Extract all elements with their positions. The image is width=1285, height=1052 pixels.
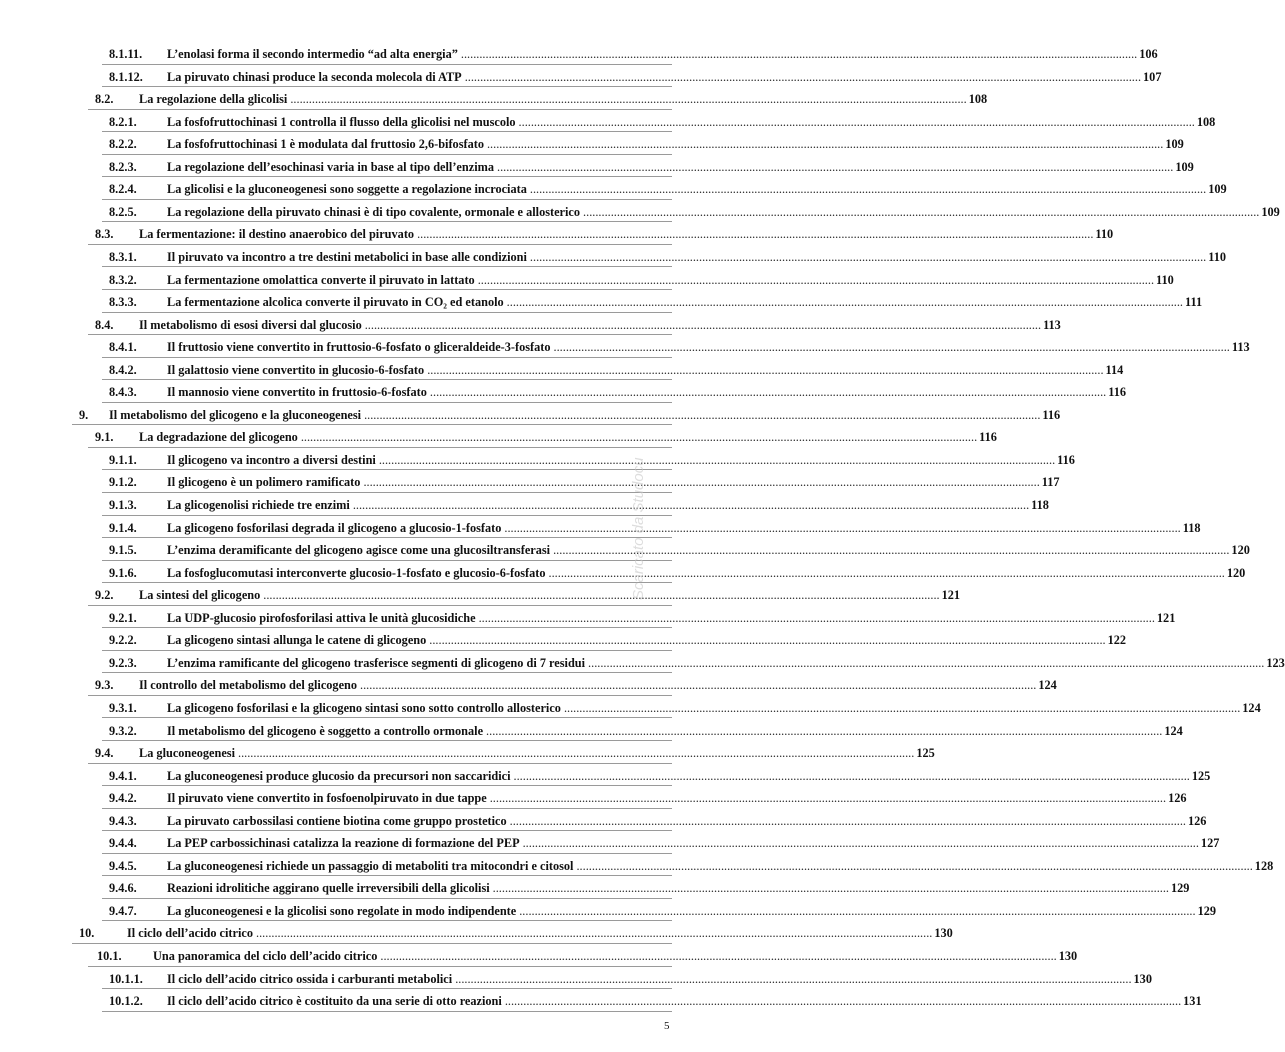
toc-entry-page: 116 [1042, 407, 1061, 422]
watermark: Scaricato da Studocu [630, 457, 647, 600]
toc-entry-title: La fosfofruttochinasi 1 è modulata dal fruttosio 2,6-bifosfato [167, 137, 484, 152]
toc-entry-title: La glicogeno sintasi allunga le catene di glicogeno [167, 633, 427, 648]
toc-entry[interactable] [109, 112, 1216, 132]
toc-entry[interactable] [109, 518, 1201, 538]
toc-entry-title: La degradazione del glicogeno [139, 430, 298, 445]
toc-entry[interactable] [95, 224, 1114, 244]
toc-entry-title: L’enzima ramificante del glicogeno trasferisce segmenti di glicogeno di 7 residui [167, 655, 586, 670]
toc-dot-leader: ............................................................................................................................................................................................................................ [522, 836, 1199, 851]
toc-entry-number: 10.1. [97, 949, 122, 963]
toc-entry[interactable] [109, 134, 1184, 154]
toc-dot-leader: ............................................................................................................................................................................................................................ [519, 903, 1196, 918]
toc-entry-page: 129 [1197, 903, 1217, 918]
toc-entry-page: 120 [1226, 565, 1246, 580]
toc-dot-leader: ............................................................................................................................................................................................................................ [478, 610, 1155, 625]
toc-entry-page: 117 [1041, 475, 1060, 490]
toc-dot-leader: ............................................................................................................................................................................................................................ [583, 204, 1260, 219]
toc-entry-page: 121 [1156, 610, 1176, 625]
toc-dot-leader: ............................................................................................................................................................................................................................ [263, 588, 940, 603]
toc-entry-title: L’enzima deramificante del glicogeno agisce come una glucosiltransferasi [167, 543, 551, 558]
toc-entry[interactable] [109, 608, 1176, 628]
toc-entry-number: 9.1.6. [109, 565, 137, 580]
toc-dot-leader: ............................................................................................................................................................................................................................ [364, 317, 1042, 332]
toc-entry-title: Il piruvato va incontro a tre destini metabolici in base alle condizioni [167, 249, 527, 264]
toc-entry[interactable] [109, 721, 1183, 741]
toc-entry-page: 130 [1133, 971, 1152, 986]
toc-entry-number: 10.1.1. [109, 971, 143, 986]
toc-entry-page: 108 [1196, 114, 1216, 129]
toc-row-underline [88, 605, 672, 606]
toc-row-underline [102, 199, 672, 200]
toc-row-underline [102, 469, 672, 470]
toc-entry-number: 9.1. [95, 430, 114, 445]
toc-entry-number: 9.3.1. [109, 700, 137, 715]
toc-row-underline [88, 966, 672, 967]
toc-entry[interactable] [109, 833, 1220, 853]
toc-row-underline [102, 853, 672, 854]
toc-entry-number: 9.1.2. [109, 475, 137, 490]
toc-dot-leader: ............................................................................................................................................................................................................................ [563, 700, 1241, 715]
toc-entry[interactable] [109, 292, 1203, 312]
toc-dot-leader: ............................................................................................................................................................................................................................ [455, 971, 1132, 986]
toc-entry[interactable] [109, 270, 1174, 290]
toc-row-underline [102, 154, 672, 155]
toc-entry-title: Il ciclo dell’acido citrico ossida i carburanti metabolici [167, 971, 453, 986]
toc-row-underline [102, 920, 672, 921]
toc-dot-leader: ............................................................................................................................................................................................................................ [429, 385, 1107, 400]
toc-entry-page: 124 [1242, 700, 1261, 715]
toc-dot-leader: ............................................................................................................................................................................................................................ [497, 159, 1174, 174]
toc-entry-title: Reazioni idrolitiche aggirano quelle irreversibili della glicolisi [167, 881, 490, 896]
toc-entry-number: 9.4.6. [109, 881, 137, 896]
toc-entry-page: 125 [1191, 768, 1211, 783]
toc-row-underline [72, 943, 672, 944]
toc-dot-leader: ............................................................................................................................................................................................................................ [529, 249, 1207, 264]
toc-entry-number: 8.2.1. [109, 114, 137, 129]
toc-dot-leader: ............................................................................................................................................................................................................................ [548, 565, 1225, 580]
toc-entry-title: Il glicogeno va incontro a diversi destini [167, 452, 376, 467]
toc-row-underline [102, 86, 672, 87]
toc-entry-page: 113 [1043, 317, 1061, 332]
toc-entry-title: Il ciclo dell’acido citrico [127, 926, 254, 941]
toc-row-underline [102, 312, 672, 313]
toc-entry-number: 8.3.1. [109, 249, 137, 264]
toc-entry-number: 9.4.4. [109, 836, 137, 851]
toc-entry-number: 8.2.4. [109, 182, 137, 197]
toc-entry[interactable] [95, 427, 997, 447]
toc-entry-number: 8.3. [95, 227, 114, 242]
toc-row-underline [102, 402, 672, 403]
toc-entry-title: La PEP carbossichinasi catalizza la reazione di formazione del PEP [167, 836, 520, 851]
toc-dot-leader: ............................................................................................................................................................................................................................ [378, 452, 1056, 467]
toc-entry-title: La glicolisi e la gluconeogenesi sono soggette a regolazione incrociata [167, 182, 527, 197]
toc-entry-title: Una panoramica del ciclo dell’acido citrico [153, 949, 378, 963]
toc-entry[interactable] [95, 89, 988, 109]
toc-entry-page: 109 [1175, 159, 1194, 174]
toc-entry[interactable] [97, 946, 1078, 966]
toc-entry-title: La regolazione della glicolisi [139, 92, 288, 107]
toc-row-underline [88, 244, 672, 245]
toc-entry-title: Il piruvato viene convertito in fosfoenolpiruvato in due tappe [167, 791, 487, 806]
toc-dot-leader: ............................................................................................................................................................................................................................ [238, 746, 915, 761]
toc-row-underline [102, 221, 672, 222]
toc-row-underline [102, 289, 672, 290]
toc-entry-page: 118 [1031, 498, 1049, 512]
toc-entry-page: 109 [1165, 137, 1184, 152]
toc-entry-title: La fermentazione: il destino anaerobico del piruvato [139, 227, 415, 242]
toc-dot-leader: ............................................................................................................................................................................................................................ [380, 949, 1057, 963]
toc-entry-page: 124 [1164, 723, 1183, 738]
toc-entry[interactable] [109, 450, 1075, 470]
toc-entry-page: 120 [1231, 543, 1250, 558]
toc-entry[interactable] [109, 563, 1246, 583]
toc-dot-leader: ............................................................................................................................................................................................................................ [417, 227, 1094, 242]
toc-entry-number: 9.2.3. [109, 655, 137, 670]
toc-entry-page: 116 [1108, 385, 1127, 400]
toc-dot-leader: ............................................................................................................................................................................................................................ [504, 520, 1181, 535]
toc-entry[interactable] [109, 67, 1162, 87]
toc-entry-number: 8.3.2. [109, 272, 137, 287]
toc-entry-title: Il controllo del metabolismo del glicogeno [139, 678, 358, 693]
toc-entry-page: 126 [1187, 813, 1207, 828]
toc-entry-title: La glicogenolisi richiede tre enzimi [167, 498, 350, 512]
toc-entry-number: 9.1.5. [109, 543, 137, 558]
toc-entry-number: 9.2.1. [109, 610, 137, 625]
toc-entry-title: Il metabolismo del glicogeno e la gluconeogenesi [109, 407, 362, 422]
toc-row-underline [102, 176, 672, 177]
toc-entry-number: 8.4.3. [109, 385, 137, 400]
toc-row-underline [102, 898, 672, 899]
toc-entry[interactable] [109, 179, 1227, 199]
toc-entry[interactable] [109, 630, 1127, 650]
toc-row-underline [88, 447, 672, 448]
toc-entry[interactable] [109, 540, 1250, 560]
toc-entry-page: 116 [979, 430, 997, 445]
toc-row-underline [102, 785, 672, 786]
toc-entry-page: 129 [1170, 881, 1190, 896]
toc-row-underline [102, 266, 672, 267]
toc-dot-leader: ............................................................................................................................................................................................................................ [504, 994, 1182, 1009]
toc-entry[interactable] [109, 788, 1187, 808]
toc-row-underline [102, 830, 672, 831]
toc-entry-page: 118 [1182, 520, 1201, 535]
toc-entry-title: La fosfoglucomutasi interconverte glucosio-1-fosfato e glucosio-6-fosfato [167, 565, 546, 580]
toc-entry-page: 108 [968, 92, 988, 107]
toc-row-underline [102, 672, 672, 673]
toc-entry-number: 9.4.5. [109, 858, 137, 873]
toc-entry[interactable] [109, 382, 1127, 402]
toc-entry-title: La fermentazione omolattica converte il piruvato in lattato [167, 272, 475, 287]
toc-row-underline [102, 627, 672, 628]
toc-entry[interactable] [109, 247, 1227, 267]
toc-dot-leader: ............................................................................................................................................................................................................................ [256, 926, 933, 941]
toc-entry-title: La gluconeogenesi [139, 746, 235, 761]
toc-dot-leader: ............................................................................................................................................................................................................................ [290, 92, 967, 107]
toc-dot-leader: ............................................................................................................................................................................................................................ [489, 791, 1167, 806]
toc-entry-title: Il metabolismo di esosi diversi dal glucosio [139, 317, 362, 332]
toc-entry[interactable] [109, 878, 1190, 898]
toc-entry[interactable] [109, 856, 1274, 876]
toc-entry-number: 9.4.1. [109, 768, 137, 783]
toc-dot-leader: ............................................................................................................................................................................................................................ [460, 47, 1138, 61]
toc-dot-leader: ............................................................................................................................................................................................................................ [427, 362, 1104, 377]
toc-row-underline [102, 515, 672, 516]
toc-entry-page: 114 [1105, 362, 1124, 377]
toc-entry[interactable] [109, 472, 1060, 492]
toc-entry-number: 8.1.12. [109, 69, 143, 84]
toc-entry[interactable] [79, 923, 953, 943]
toc-entry-number: 9.4.2. [109, 791, 137, 806]
toc-entry-title: La piruvato chinasi produce la seconda molecola di ATP [167, 69, 462, 84]
toc-row-underline [102, 560, 672, 561]
toc-entry-title: La gluconeogenesi e la glicolisi sono regolate in modo indipendente [167, 903, 517, 918]
toc-dot-leader: ............................................................................................................................................................................................................................ [553, 543, 1230, 558]
toc-entry-page: 116 [1057, 452, 1075, 467]
toc-entry-title: Il metabolismo del glicogeno è soggetto a controllo ormonale [167, 723, 484, 738]
toc-entry-number: 9.2. [95, 588, 114, 603]
toc-dot-leader: ............................................................................................................................................................................................................................ [553, 340, 1230, 355]
toc-entry-number: 8.2.3. [109, 159, 137, 174]
toc-entry-title: La piruvato carbossilasi contiene biotina come gruppo prostetico [167, 813, 507, 828]
toc-entry-page: 109 [1208, 182, 1227, 197]
toc-entry-number: 9.4.7. [109, 903, 137, 918]
toc-entry-number: 8.2.2. [109, 137, 137, 152]
toc-entry[interactable] [109, 360, 1124, 380]
toc-dot-leader: ............................................................................................................................................................................................................................ [492, 881, 1169, 896]
toc-entry-title: Il fruttosio viene convertito in fruttosio-6-fosfato o gliceraldeide-3-fosfato [167, 340, 551, 355]
toc-entry-title: La glicogeno fosforilasi e la glicogeno sintasi sono sotto controllo allosterico [167, 700, 561, 715]
toc-entry-number: 10.1.2. [109, 994, 143, 1009]
toc-entry-title: Il galattosio viene convertito in glucosio-6-fosfato [167, 362, 425, 377]
toc-entry-page: 110 [1156, 272, 1174, 287]
toc-entry[interactable] [95, 315, 1061, 335]
toc-entry-title: La glicogeno fosforilasi degrada il glicogeno a glucosio-1-fosfato [167, 520, 502, 535]
toc-entry-page: 113 [1231, 340, 1250, 355]
toc-entry-page: 109 [1261, 204, 1280, 219]
toc-entry[interactable] [109, 901, 1217, 921]
toc-entry-title: Il glicogeno è un polimero ramificato [167, 475, 361, 490]
toc-row-underline [102, 357, 672, 358]
toc-dot-leader: ............................................................................................................................................................................................................................ [518, 114, 1195, 129]
toc-entry-number: 9.2.2. [109, 633, 137, 648]
toc-row-underline [102, 492, 672, 493]
toc-entry-number: 8.3.3. [109, 295, 137, 310]
toc-entry-page: 111 [1185, 295, 1203, 310]
toc-row-underline [102, 64, 672, 65]
toc-dot-leader: ............................................................................................................................................................................................................................ [477, 272, 1155, 287]
toc-dot-leader: ............................................................................................................................................................................................................................ [513, 768, 1190, 783]
toc-entry-number: 9.3. [95, 678, 114, 693]
toc-entry-page: 127 [1200, 836, 1220, 851]
toc-row-underline [102, 650, 672, 651]
toc-row-underline [102, 717, 672, 718]
toc-entry-number: 8.2.5. [109, 204, 137, 219]
toc-dot-leader: ............................................................................................................................................................................................................................ [464, 69, 1142, 84]
toc-dot-leader: ............................................................................................................................................................................................................................ [588, 655, 1265, 670]
toc-entry-title: Il mannosio viene convertito in fruttosio-6-fosfato [167, 385, 427, 400]
toc-entry[interactable] [109, 698, 1261, 718]
toc-entry-title: La gluconeogenesi richiede un passaggio di metaboliti tra mitocondri e citosol [167, 858, 574, 873]
toc-entry-page: 130 [934, 926, 953, 941]
toc-entry[interactable] [79, 405, 1061, 425]
toc-entry[interactable] [109, 495, 1049, 515]
toc-entry[interactable] [109, 811, 1207, 831]
toc-entry-number: 9.3.2. [109, 723, 137, 738]
toc-row-underline [102, 740, 672, 741]
toc-entry-number: 9.1.4. [109, 520, 137, 535]
toc-dot-leader: ............................................................................................................................................................................................................................ [509, 813, 1186, 828]
toc-row-underline [88, 334, 672, 335]
toc-entry-page: 123 [1266, 655, 1285, 670]
toc-entry-title: La gluconeogenesi produce glucosio da precursori non saccaridici [167, 768, 511, 783]
toc-entry[interactable] [95, 675, 1057, 695]
toc-entry-number: 9.4.3. [109, 813, 137, 828]
toc-entry-page: 131 [1183, 994, 1202, 1009]
toc-entry-page: 130 [1058, 949, 1078, 963]
toc-dot-leader: ............................................................................................................................................................................................................................ [486, 137, 1164, 152]
toc-entry-number: 8.4.2. [109, 362, 137, 377]
toc-dot-leader: ............................................................................................................................................................................................................................ [352, 498, 1030, 512]
toc-dot-leader: ............................................................................................................................................................................................................................ [360, 678, 1037, 693]
toc-entry-page: 122 [1107, 633, 1127, 648]
page-number: 5 [664, 1020, 670, 1032]
toc-row-underline [102, 582, 672, 583]
toc-entry-number: 10. [79, 926, 95, 941]
toc-dot-leader: ............................................................................................................................................................................................................................ [429, 633, 1106, 648]
toc-entry-page: 110 [1208, 249, 1227, 264]
toc-entry-page: 107 [1143, 69, 1162, 84]
toc-dot-leader: ............................................................................................................................................................................................................................ [529, 182, 1207, 197]
toc-entry-number: 8.4.1. [109, 340, 137, 355]
toc-entry-title: La sintesi del glicogeno [139, 588, 261, 603]
toc-entry-number: 9.4. [95, 746, 114, 761]
toc-entry-number: 8.2. [95, 92, 114, 107]
toc-dot-leader: ............................................................................................................................................................................................................................ [486, 723, 1163, 738]
toc-entry-page: 126 [1168, 791, 1187, 806]
toc-entry[interactable] [109, 44, 1158, 64]
toc-row-underline [102, 808, 672, 809]
toc-row-underline [102, 537, 672, 538]
toc-entry-number: 9.1.3. [109, 498, 137, 512]
toc-row-underline [88, 695, 672, 696]
toc-entry[interactable] [109, 157, 1194, 177]
toc-entry-number: 8.4. [95, 317, 114, 332]
toc-entry-title: La fosfofruttochinasi 1 controlla il flusso della glicolisi nel muscolo [167, 114, 516, 129]
toc-dot-leader: ............................................................................................................................................................................................................................ [576, 858, 1253, 873]
toc-dot-leader: ............................................................................................................................................................................................................................ [364, 407, 1041, 422]
toc-entry-title: Il ciclo dell’acido citrico è costituito da una serie di otto reazioni [167, 994, 502, 1009]
toc-row-underline [88, 763, 672, 764]
toc-entry[interactable] [95, 585, 961, 605]
toc-entry-title: L’enolasi forma il secondo intermedio “ad alta energia” [167, 47, 458, 61]
toc-entry-title: La regolazione della piruvato chinasi è di tipo covalente, ormonale e allosterico [167, 204, 581, 219]
toc-row-underline [88, 109, 672, 110]
toc-entry-page: 121 [941, 588, 961, 603]
toc-entry-number: 9.1.1. [109, 452, 137, 467]
toc-entry[interactable] [109, 969, 1152, 989]
toc-entry[interactable] [109, 766, 1211, 786]
toc-dot-leader: ............................................................................................................................................................................................................................ [363, 475, 1040, 490]
toc-dot-leader: ............................................................................................................................................................................................................................ [506, 295, 1183, 310]
toc-row-underline [102, 988, 672, 989]
toc-entry-number: 9. [79, 407, 89, 422]
toc-row-underline [102, 875, 672, 876]
toc-row-underline [102, 379, 672, 380]
toc-entry-page: 125 [916, 746, 935, 761]
toc-entry-number: 8.1.11. [109, 47, 143, 61]
toc-row-underline [102, 1011, 672, 1012]
toc-row-underline [72, 424, 672, 425]
toc-entry[interactable] [109, 337, 1250, 357]
toc-entry[interactable] [109, 991, 1202, 1011]
toc-entry-title: La regolazione dell’esochinasi varia in base al tipo dell’enzima [167, 159, 494, 174]
toc-entry[interactable] [109, 202, 1280, 222]
toc-entry-page: 110 [1095, 227, 1114, 242]
toc-row-underline [102, 131, 672, 132]
toc-entry-page: 124 [1038, 678, 1057, 693]
toc-dot-leader: ............................................................................................................................................................................................................................ [300, 430, 978, 445]
toc-entry-page: 106 [1139, 47, 1158, 61]
toc-entry-title: La fermentazione alcolica converte il piruvato in CO₂ ed etanolo [167, 295, 504, 310]
toc-entry[interactable] [109, 653, 1285, 673]
toc-entry[interactable] [95, 743, 935, 763]
toc-entry-page: 128 [1254, 858, 1274, 873]
toc-entry-title: La UDP-glucosio pirofosforilasi attiva le unità glucosidiche [167, 610, 476, 625]
